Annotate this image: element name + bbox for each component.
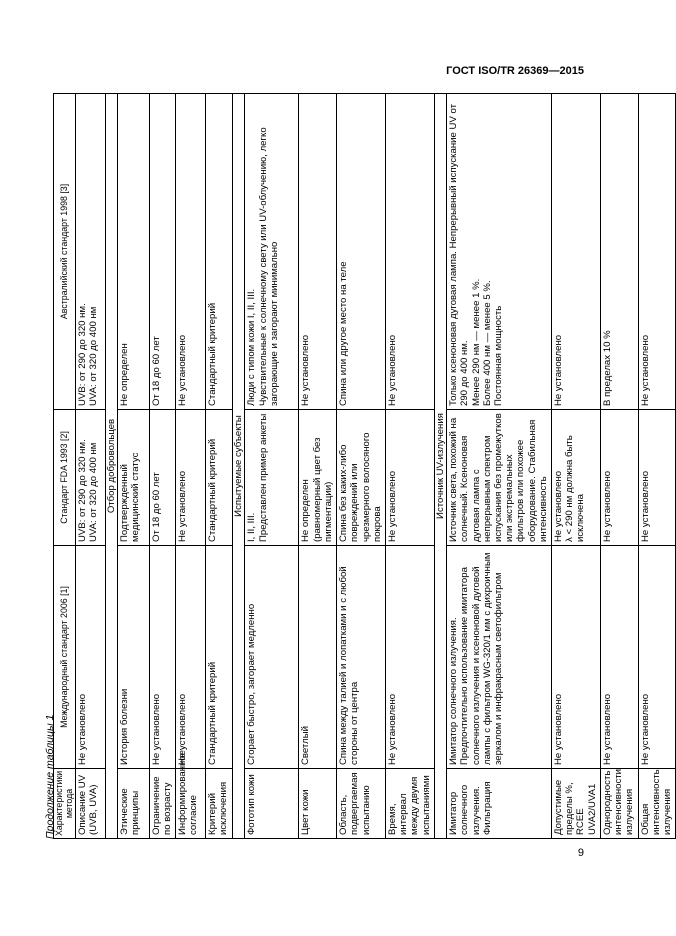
rotated-table-wrapper [53, 94, 673, 839]
cell-fda: Не установлено [176, 410, 206, 546]
cell-fda: Не установлено [385, 410, 434, 546]
cell-aus: Спина или другое место на теле [337, 94, 386, 410]
cell-iso: Не установлено [75, 546, 105, 769]
cell-characteristic: Фототип кожи [245, 769, 299, 839]
table-row [337, 94, 386, 839]
column-header: Характеристики метода [54, 769, 76, 839]
cell-characteristic: Цвет кожи [299, 769, 337, 839]
cell-iso: Светлый [299, 546, 337, 769]
table-caption: Продолжение таблицы 1 [44, 714, 56, 839]
table-row [75, 94, 105, 839]
column-header: Международный стандарт 2006 [1] [54, 546, 76, 769]
table-row [299, 94, 337, 839]
section-title: Испытуемые субъекты [233, 94, 245, 839]
cell-fda: Не установлено λ < 290 нм должна быть исключена [552, 410, 601, 546]
cell-characteristic: Имитатор солнечного излучения. Фильтрация [447, 769, 552, 839]
section-title: Источник UV-излучения [434, 94, 446, 839]
cell-iso: Не установлено [600, 546, 638, 769]
cell-iso: Не установлено [385, 546, 434, 769]
column-header: Стандарт FDA 1993 [2] [54, 410, 76, 546]
cell-iso: Не установлено [176, 546, 206, 769]
cell-fda: I, II, III. Представлен пример анкеты [245, 410, 299, 546]
cell-aus: Не установлено [299, 94, 337, 410]
table-row [206, 94, 233, 839]
cell-aus: От 18 до 60 лет [149, 94, 175, 410]
cell-fda: Не определен (равномерный цвет без пигментации) [299, 410, 337, 546]
cell-characteristic: Критерий исключения [206, 769, 233, 839]
column-header: Австралийский стандарт 1998 [3] [54, 94, 76, 410]
document-standard-code: ГОСТ ISO/TR 26369—2015 [446, 65, 584, 77]
cell-characteristic: Однородность интенсивности излучения [600, 769, 638, 839]
cell-aus: Не установлено [552, 94, 601, 410]
cell-fda: Подтвержденный медицинский статус [117, 410, 149, 546]
cell-fda: UVB: от 290 до 320 нм. UVA: от 320 до 400 нм [75, 410, 105, 546]
cell-aus: Не установлено [638, 94, 676, 410]
table-row [245, 94, 299, 839]
cell-characteristic: Ограничение по возрасту [149, 769, 175, 839]
cell-fda: От 18 до 60 лет [149, 410, 175, 546]
cell-characteristic: Информированное согласие [176, 769, 206, 839]
cell-characteristic: Общая интенсивность излучения [638, 769, 676, 839]
cell-iso: История болезни [117, 546, 149, 769]
cell-aus: Только ксеноновая дуговая лампа. Непрерывный испускание UV от 290 до 400 нм. Менее 290 нм — менее 1 %. Более 400 нм — менее 5 %. Постоянная мощность [447, 94, 552, 410]
cell-iso: Имитатор солнечного излучения. Предпочтительно использование имитатора солнечного излучения и ксеноновой дуговой лампы с фильтром WG-320/1 мм с дихроичным зеркалом и инфракрасным светофильтром [447, 546, 552, 769]
cell-aus: Люди с типом кожи I, II, III. Чувствительные к солнечному свету или UV-облучению, легко загорающие и загорают минимально [245, 94, 299, 410]
cell-iso: Стандартный критерий [206, 546, 233, 769]
cell-aus: Не установлено [385, 94, 434, 410]
table-header-row [54, 94, 76, 839]
table-row [149, 94, 175, 839]
cell-iso: Не установлено [149, 546, 175, 769]
page-number: 9 [577, 847, 584, 859]
cell-fda: Не установлено [600, 410, 638, 546]
table-row [638, 94, 676, 839]
section-title: Отбор добровольцев [105, 94, 117, 839]
cell-characteristic: Время, интервал между двумя испытаниями [385, 769, 434, 839]
cell-fda: Не установлено [638, 410, 676, 546]
cell-aus: Не установлено [176, 94, 206, 410]
table-row [385, 94, 434, 839]
cell-iso: Сгорает быстро, загорает медленно [245, 546, 299, 769]
table-row [117, 94, 149, 839]
cell-characteristic: Описание UV (UVB, UVA) [75, 769, 105, 839]
cell-characteristic: Область, подвергаемая испытанию [337, 769, 386, 839]
section-row [434, 94, 446, 839]
table-row [176, 94, 206, 839]
cell-aus: UVB: от 290 до 320 нм. UVA: от 320 до 400 нм [75, 94, 105, 410]
cell-iso: Не установлено [638, 546, 676, 769]
table-row [552, 94, 601, 839]
cell-characteristic: Допустимые пределы %, RCEE UVA2/UVA1 [552, 769, 601, 839]
table-row [600, 94, 638, 839]
comparison-table [53, 93, 676, 839]
cell-fda: Стандартный критерий [206, 410, 233, 546]
section-row [233, 94, 245, 839]
cell-iso: Спина между талией и лопатками и с любой стороны от центра [337, 546, 386, 769]
cell-fda: Спина без каких-либо повреждений или чрезмерного волосяного покрова [337, 410, 386, 546]
cell-aus: Не определен [117, 94, 149, 410]
cell-fda: Источник света, похожий на солнечный. Ксеноновая дуговая лампа с непрерывным спектром испускания без промежутков или экстремальных фильтров или похожее оборудование. Стабильная интенсивность [447, 410, 552, 546]
section-row [105, 94, 117, 839]
cell-aus: В пределах 10 % [600, 94, 638, 410]
cell-iso: Не установлено [552, 546, 601, 769]
cell-aus: Стандартный критерий [206, 94, 233, 410]
table-row [447, 94, 552, 839]
cell-characteristic: Этические принципы [117, 769, 149, 839]
